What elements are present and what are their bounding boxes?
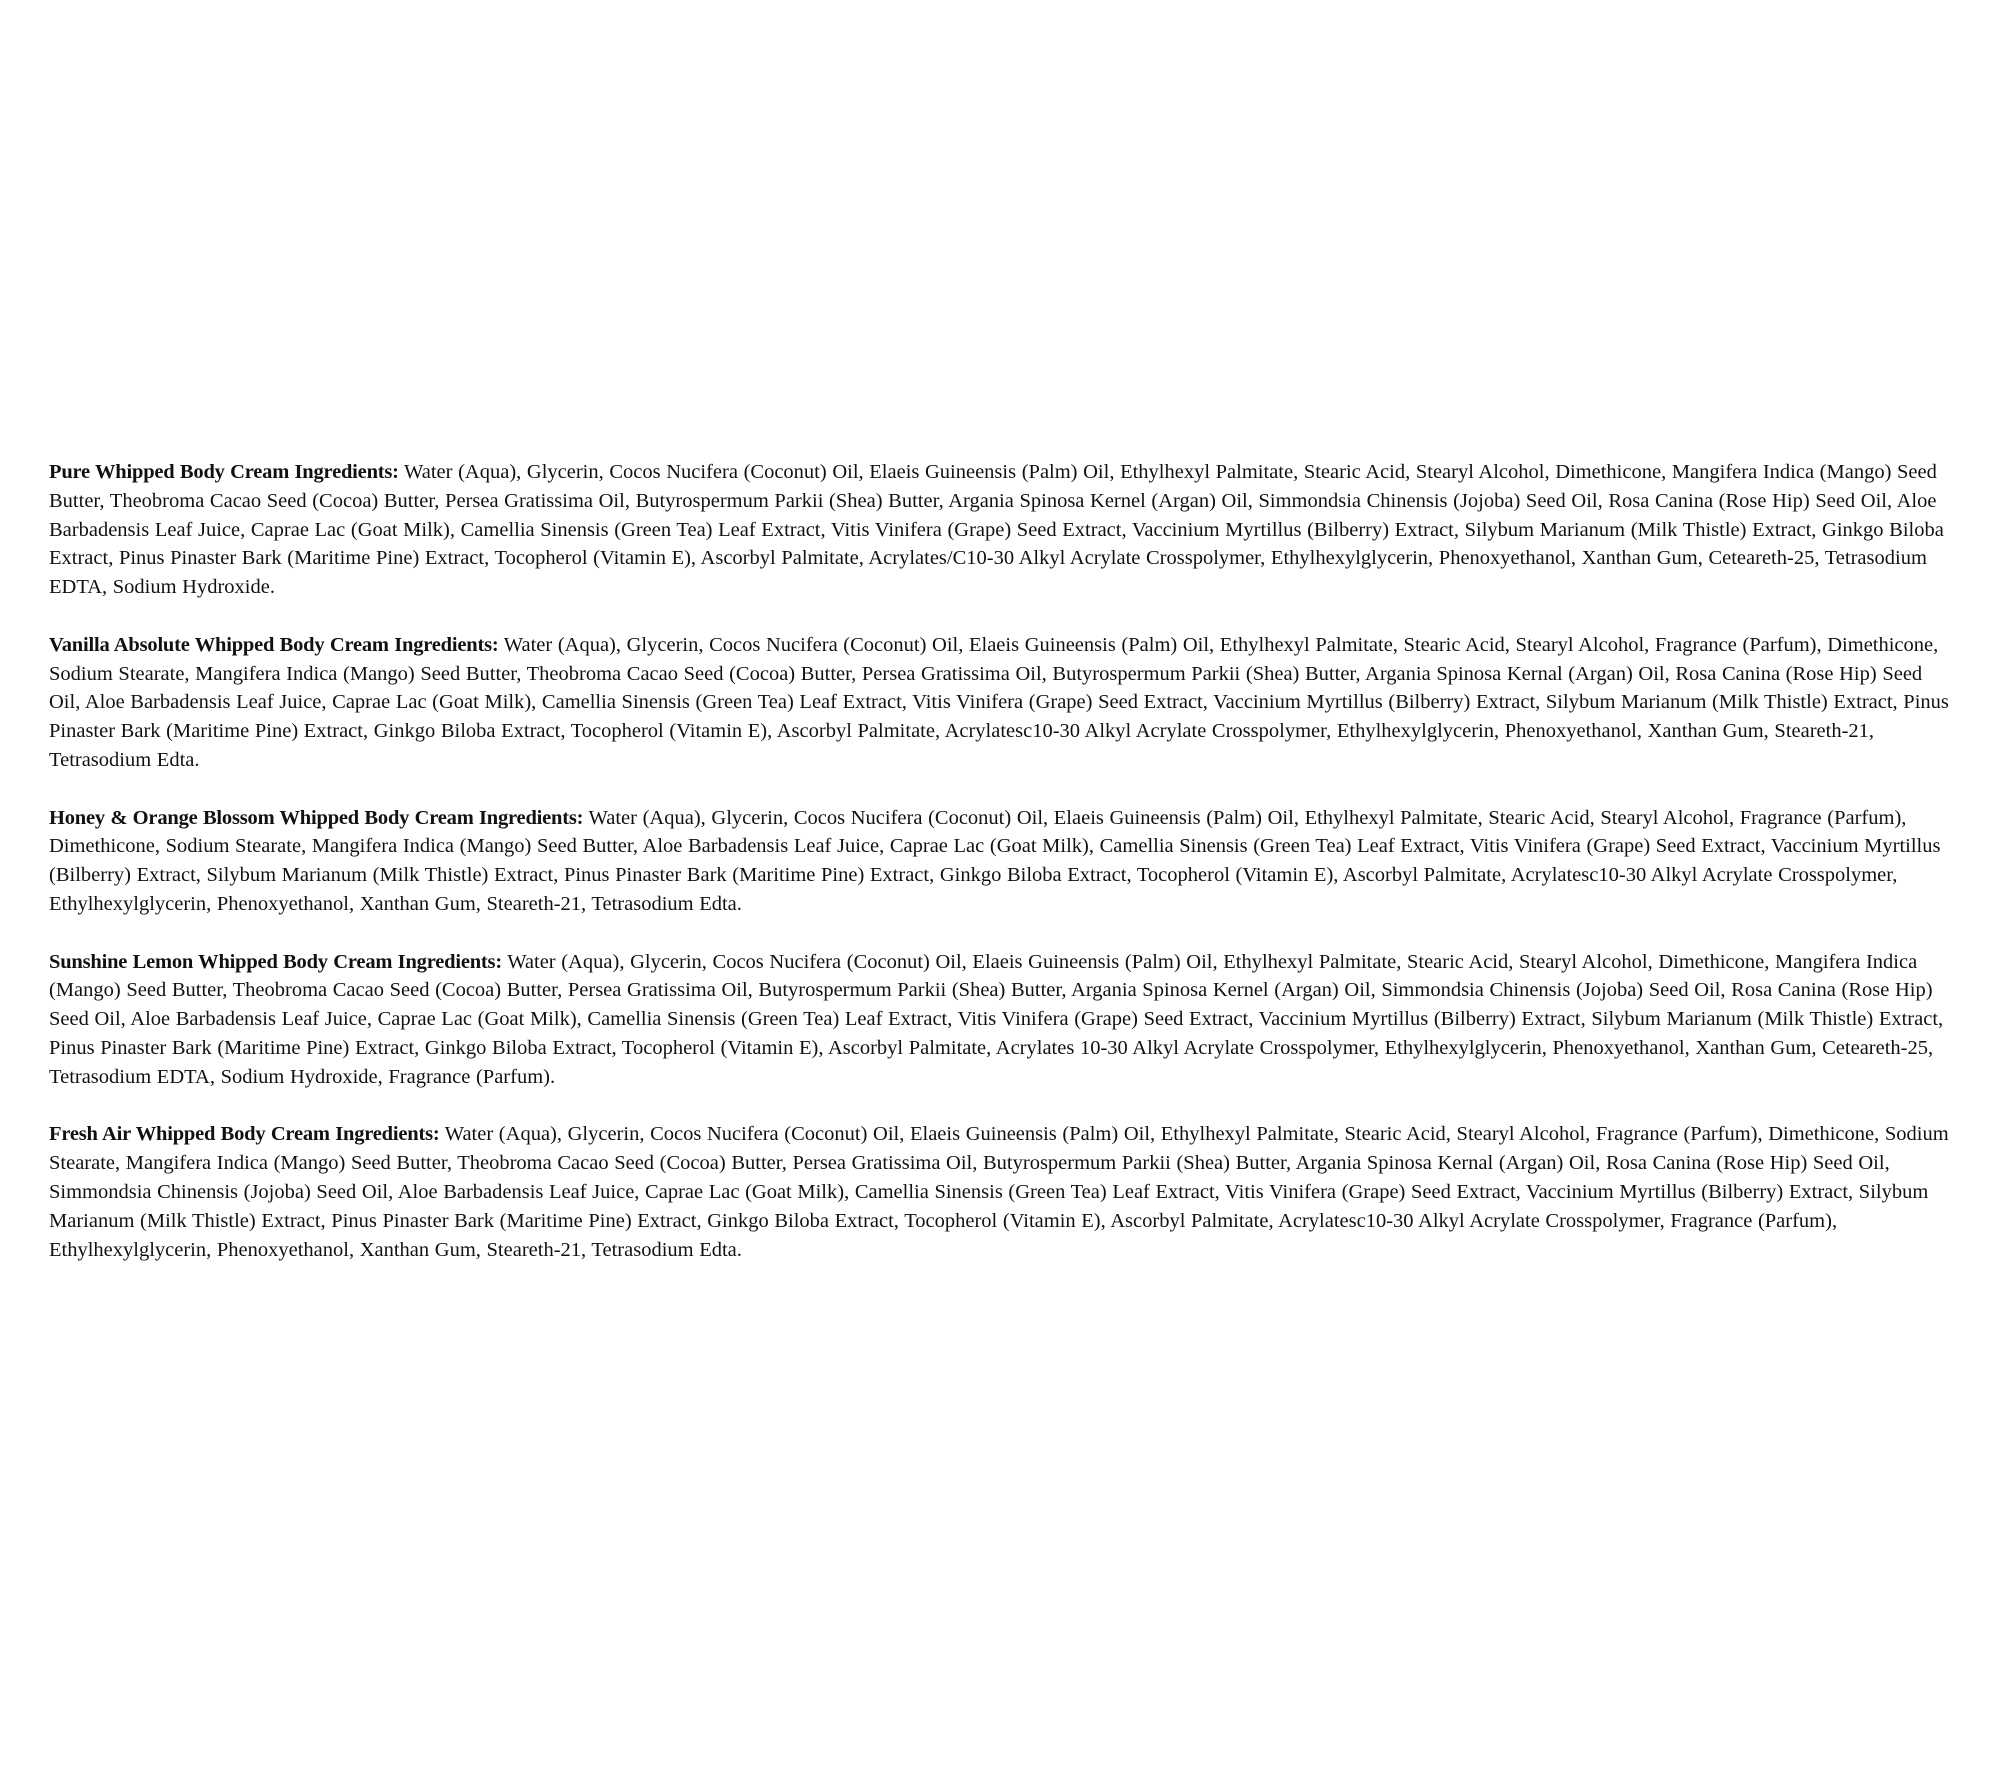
ingredients-document xyxy=(49,458,1959,1293)
section-heading: Honey & Orange Blossom Whipped Body Cream Ingredients: xyxy=(49,806,584,829)
ingredient-list: Water (Aqua), Glycerin, Cocos Nucifera (Coconut) Oil, Elaeis Guineensis (Palm) Oil, Ethylhexyl Palmitate, Stearic Acid, Stearyl Alcohol, Dimethicone, Mangifera Indica (Mango) Seed Butter, Theobroma Cacao Seed (Cocoa) Butter, Persea Gratissima Oil, Butyrospermum Parkii (Shea) Butter, Argania Spinosa Kernel (Argan) Oil, Simmondsia Chinensis (Jojoba) Seed Oil, Rosa Canina (Rose Hip) Seed Oil, Aloe Barbadensis Leaf Juice, Caprae Lac (Goat Milk), Camellia Sinensis (Green Tea) Leaf Extract, Vitis Vinifera (Grape) Seed Extract, Vaccinium Myrtillus (Bilberry) Extract, Silybum Marianum (Milk Thistle) Extract, Pinus Pinaster Bark (Maritime Pine) Extract, Ginkgo Biloba Extract, Tocopherol (Vitamin E), Ascorbyl Palmitate, Acrylates 10-30 Alkyl Acrylate Crosspolymer, Ethylhexylglycerin, Phenoxyethanol, Xanthan Gum, Ceteareth-25, Tetrasodium EDTA, Sodium Hydroxide, Fragrance (Parfum). xyxy=(49,950,1944,1088)
section-heading: Vanilla Absolute Whipped Body Cream Ingredients: xyxy=(49,633,499,656)
ingredient-list: Water (Aqua), Glycerin, Cocos Nucifera (Coconut) Oil, Elaeis Guineensis (Palm) Oil, Ethylhexyl Palmitate, Stearic Acid, Stearyl Alcohol, Fragrance (Parfum), Dimethicone, Sodium Stearate, Mangifera Indica (Mango) Seed Butter, Aloe Barbadensis Leaf Juice, Caprae Lac (Goat Milk), Camellia Sinensis (Green Tea) Leaf Extract, Vitis Vinifera (Grape) Seed Extract, Vaccinium Myrtillus (Bilberry) Extract, Silybum Marianum (Milk Thistle) Extract, Pinus Pinaster Bark (Maritime Pine) Extract, Ginkgo Biloba Extract, Tocopherol (Vitamin E), Ascorbyl Palmitate, Acrylatesc10-30 Alkyl Acrylate Crosspolymer, Ethylhexylglycerin, Phenoxyethanol, Xanthan Gum, Steareth-21, Tetrasodium Edta. xyxy=(49,806,1941,915)
section-heading: Fresh Air Whipped Body Cream Ingredients: xyxy=(49,1123,440,1146)
ingredients-vanilla-absolute xyxy=(49,631,1959,775)
ingredient-list: Water (Aqua), Glycerin, Cocos Nucifera (Coconut) Oil, Elaeis Guineensis (Palm) Oil, Ethylhexyl Palmitate, Stearic Acid, Stearyl Alcohol, Fragrance (Parfum), Dimethicone, Sodium Stearate, Mangifera Indica (Mango) Seed Butter, Theobroma Cacao Seed (Cocoa) Butter, Persea Gratissima Oil, Butyrospermum Parkii (Shea) Butter, Argania Spinosa Kernal (Argan) Oil, Rosa Canina (Rose Hip) Seed Oil, Aloe Barbadensis Leaf Juice, Caprae Lac (Goat Milk), Camellia Sinensis (Green Tea) Leaf Extract, Vitis Vinifera (Grape) Seed Extract, Vaccinium Myrtillus (Bilberry) Extract, Silybum Marianum (Milk Thistle) Extract, Pinus Pinaster Bark (Maritime Pine) Extract, Ginkgo Biloba Extract, Tocopherol (Vitamin E), Ascorbyl Palmitate, Acrylatesc10-30 Alkyl Acrylate Crosspolymer, Ethylhexylglycerin, Phenoxyethanol, Xanthan Gum, Steareth-21, Tetrasodium Edta. xyxy=(49,633,1949,771)
ingredient-list: Water (Aqua), Glycerin, Cocos Nucifera (Coconut) Oil, Elaeis Guineensis (Palm) Oil, Ethylhexyl Palmitate, Stearic Acid, Stearyl Alcohol, Dimethicone, Mangifera Indica (Mango) Seed Butter, Theobroma Cacao Seed (Cocoa) Butter, Persea Gratissima Oil, Butyrospermum Parkii (Shea) Butter, Argania Spinosa Kernel (Argan) Oil, Simmondsia Chinensis (Jojoba) Seed Oil, Rosa Canina (Rose Hip) Seed Oil, Aloe Barbadensis Leaf Juice, Caprae Lac (Goat Milk), Camellia Sinensis (Green Tea) Leaf Extract, Vitis Vinifera (Grape) Seed Extract, Vaccinium Myrtillus (Bilberry) Extract, Silybum Marianum (Milk Thistle) Extract, Ginkgo Biloba Extract, Pinus Pinaster Bark (Maritime Pine) Extract, Tocopherol (Vitamin E), Ascorbyl Palmitate, Acrylates/C10-30 Alkyl Acrylate Crosspolymer, Ethylhexylglycerin, Phenoxyethanol, Xanthan Gum, Ceteareth-25, Tetrasodium EDTA, Sodium Hydroxide. xyxy=(49,461,1944,599)
ingredients-sunshine-lemon xyxy=(49,948,1959,1092)
ingredients-pure xyxy=(49,458,1959,602)
ingredients-fresh-air xyxy=(49,1120,1959,1264)
section-heading: Pure Whipped Body Cream Ingredients: xyxy=(49,461,399,483)
ingredients-honey-orange-blossom xyxy=(49,804,1959,919)
ingredient-list: Water (Aqua), Glycerin, Cocos Nucifera (Coconut) Oil, Elaeis Guineensis (Palm) Oil, Ethylhexyl Palmitate, Stearic Acid, Stearyl Alcohol, Fragrance (Parfum), Dimethicone, Sodium Stearate, Mangifera Indica (Mango) Seed Butter, Theobroma Cacao Seed (Cocoa) Butter, Persea Gratissima Oil, Butyrospermum Parkii (Shea) Butter, Argania Spinosa Kernal (Argan) Oil, Rosa Canina (Rose Hip) Seed Oil, Simmondsia Chinensis (Jojoba) Seed Oil, Aloe Barbadensis Leaf Juice, Caprae Lac (Goat Milk), Camellia Sinensis (Green Tea) Leaf Extract, Vitis Vinifera (Grape) Seed Extract, Vaccinium Myrtillus (Bilberry) Extract, Silybum Marianum (Milk Thistle) Extract, Pinus Pinaster Bark (Maritime Pine) Extract, Ginkgo Biloba Extract, Tocopherol (Vitamin E), Ascorbyl Palmitate, Acrylatesc10-30 Alkyl Acrylate Crosspolymer, Fragrance (Parfum), Ethylhexylglycerin, Phenoxyethanol, Xanthan Gum, Steareth-21, Tetrasodium Edta. xyxy=(49,1123,1949,1261)
section-heading: Sunshine Lemon Whipped Body Cream Ingredients: xyxy=(49,950,502,973)
